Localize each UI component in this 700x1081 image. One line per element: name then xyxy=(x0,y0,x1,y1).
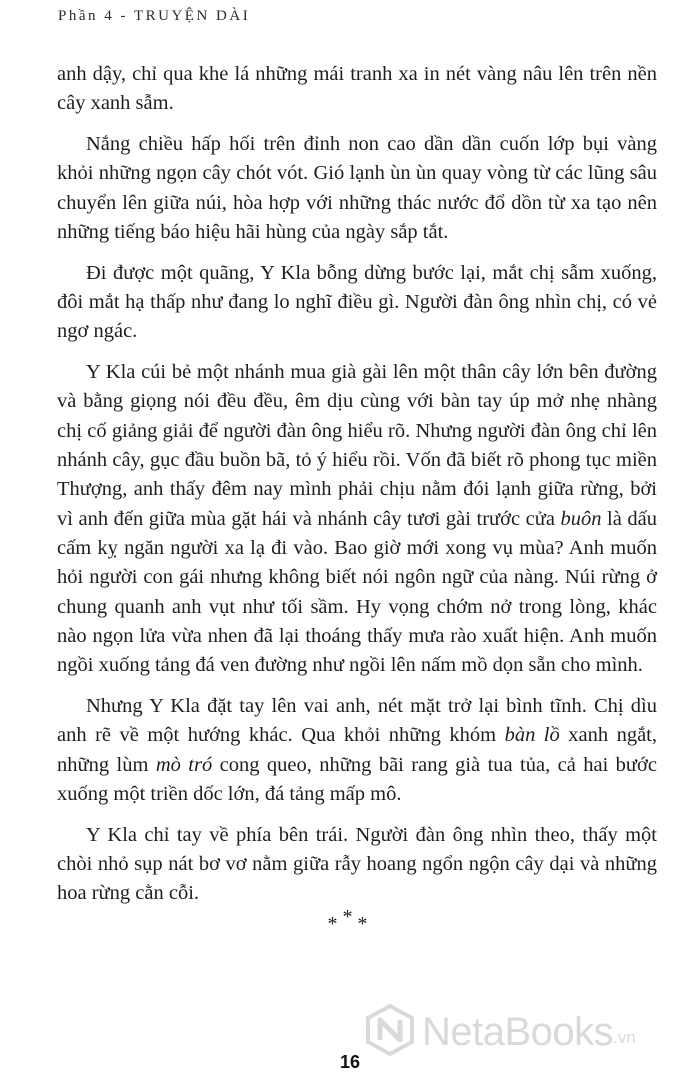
italic-term-mo-tro: mò tró xyxy=(155,753,213,776)
section-break-ornament xyxy=(0,906,700,936)
page-number: 16 xyxy=(339,1052,361,1072)
paragraph-4-text-a: Y Kla cúi bẻ một nhánh mua già gài lên một thân cây lớn bên đường và bằng giọng nói đều đều, êm dịu cùng với bàn tay úp mở nhẹ nhàng chị cố giảng giải để người đàn ông hiểu rõ. Nhưng người đàn ông chỉ lên nhánh cây, gục đầu buồn bã, tỏ ý hiểu rồi. Vốn đã biết rõ phong tục miền Thượng, anh thấy đêm nay mình phải chịu nằm đói lạnh giữa rừng, bởi vì anh đến giữa mùa gặt hái và nhánh cây tươi gài trước cửa xyxy=(57,361,657,530)
watermark-brand: NetaBooks xyxy=(422,1009,614,1054)
watermark-suffix: .vn xyxy=(613,1028,636,1047)
paragraph-5-text-c: cong queo, những bãi rang già tua tủa, cả hai bước xuống một triền dốc lớn, đá tảng mấp mô. xyxy=(57,753,657,805)
paragraph-5-text-b: xanh ngắt, những lùm xyxy=(57,724,657,776)
ornament-star-middle: * xyxy=(342,906,358,928)
paragraph-6: Y Kla chỉ tay về phía bên trái. Người đàn ông nhìn theo, thấy một chòi nhỏ sụp nát bơ vơ nằm giữa rẫy hoang ngổn ngộn cây dại và những hoa rừng cằn cỗi. xyxy=(57,823,657,905)
italic-term-buon: buôn xyxy=(560,507,602,530)
italic-term-ban-lo: bàn lồ xyxy=(504,724,560,747)
body-text xyxy=(57,60,657,920)
paragraph-2: Nắng chiều hấp hối trên đỉnh non cao dần dần cuốn lớp bụi vàng khỏi những ngọn cây chót vót. Gió lạnh ùn ùn quay vòng từ các lũng sâu chuyển lên giữa núi, hòa hợp với những thác nước đổ dồn từ xa tạo nên những tiếng báo hiệu hãi hùng của ngày sắp tắt. xyxy=(57,133,657,243)
paragraph-5-text-a: Nhưng Y Kla đặt tay lên vai anh, nét mặt trở lại bình tĩnh. Chị dìu anh rẽ về một hướng khác. Qua khỏi những khóm xyxy=(57,694,657,747)
ornament-star-left: * xyxy=(327,913,343,935)
paragraph-4 xyxy=(57,358,657,680)
ornament-star-right: * xyxy=(357,913,373,935)
paragraph-5 xyxy=(57,692,657,809)
paragraph-3: Đi được một quãng, Y Kla bỗng dừng bước lại, mắt chị sẫm xuống, đôi mắt hạ thấp như đang lo nghĩ điều gì. Người đàn ông nhìn chị, có vẻ ngơ ngác. xyxy=(57,261,657,343)
paragraph-1: anh dậy, chỉ qua khe lá những mái tranh xa in nét vàng nâu lên trên nền cây xanh sẫm. xyxy=(57,63,657,115)
paragraph-4-text-b: là dấu cấm kỵ ngăn người xa lạ đi vào. Bao giờ mới xong vụ mùa? Anh muốn hỏi người con gái nhưng không biết nói ngôn ngữ của nàng. Núi rừng ở chung quanh anh vụt như tối sầm. Hy vọng chớm nở trong lòng, khác nào ngọn lửa vừa nhen đã lại thoáng thấy mưa rào xuất hiện. Anh muốn ngồi xuống tảng đá ven đường như ngồi lên nấm mồ dọn sẵn cho mình. xyxy=(57,507,657,677)
running-header: Phần 4 - TRUYỆN DÀI xyxy=(58,8,251,24)
